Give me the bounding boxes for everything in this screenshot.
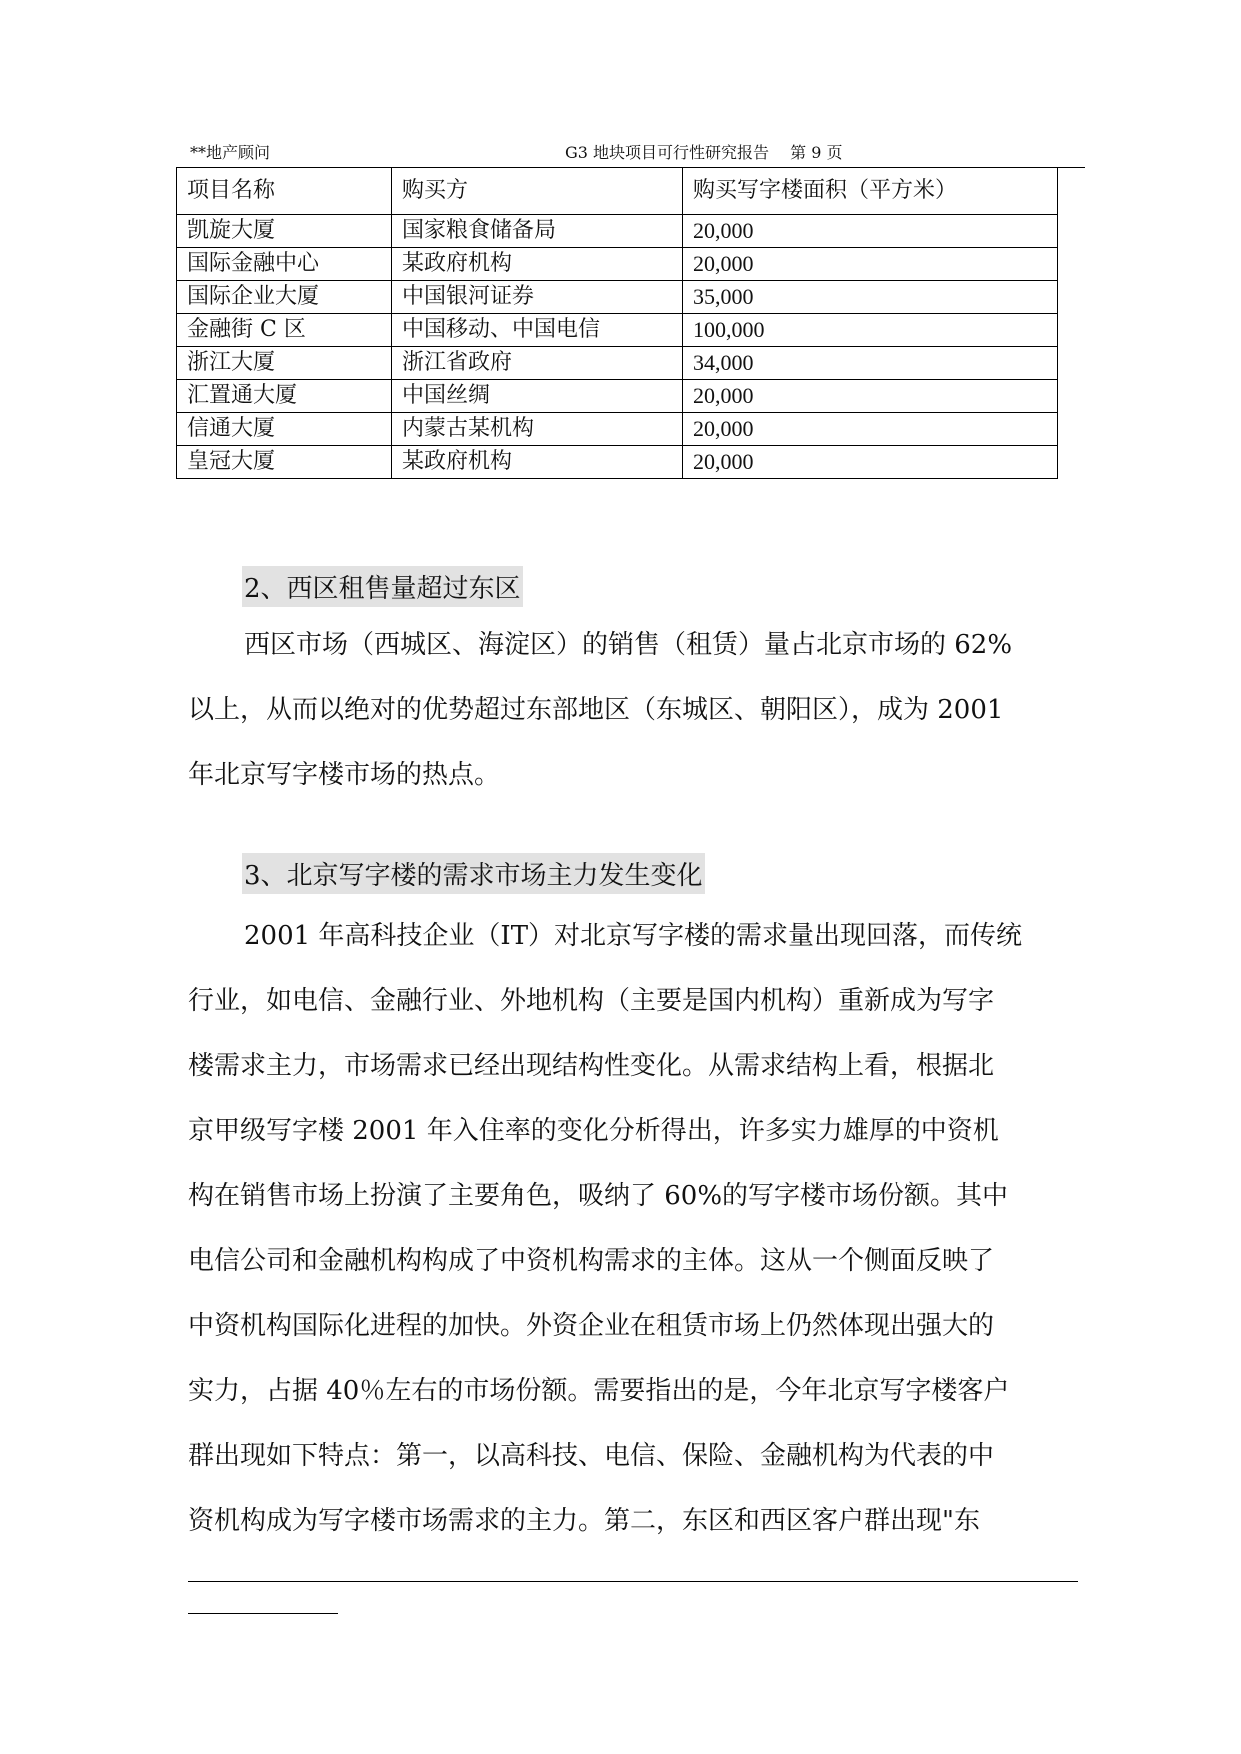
area-cell: 20,000 bbox=[683, 380, 1058, 413]
page-header bbox=[0, 140, 1241, 170]
paragraph-line: 资机构成为写字楼市场需求的主力。第二，东区和西区客户群出现"东 bbox=[188, 1506, 980, 1536]
table-row bbox=[177, 380, 1058, 413]
project-name-cell: 国际企业大厦 bbox=[177, 281, 392, 314]
project-name-cell: 浙江大厦 bbox=[177, 347, 392, 380]
project-name-cell: 信通大厦 bbox=[177, 413, 392, 446]
area-cell: 20,000 bbox=[683, 413, 1058, 446]
paragraph-line: 2001 年高科技企业（IT）对北京写字楼的需求量出现回落，而传统 bbox=[244, 921, 1023, 951]
section-heading-demand-shift: 3、北京写字楼的需求市场主力发生变化 bbox=[242, 853, 705, 894]
buyer-cell: 浙江省政府 bbox=[392, 347, 683, 380]
project-name-cell: 国际金融中心 bbox=[177, 248, 392, 281]
table-row bbox=[177, 215, 1058, 248]
table-row bbox=[177, 446, 1058, 479]
footer-dash-rule bbox=[188, 1581, 1078, 1582]
table-row bbox=[177, 347, 1058, 380]
table-header-cell: 购买写字楼面积（平方米） bbox=[683, 168, 1058, 215]
project-name-cell: 皇冠大厦 bbox=[177, 446, 392, 479]
table-row bbox=[177, 413, 1058, 446]
area-cell: 100,000 bbox=[683, 314, 1058, 347]
buyer-cell: 内蒙古某机构 bbox=[392, 413, 683, 446]
paragraph-line: 以上，从而以绝对的优势超过东部地区（东城区、朝阳区），成为 2001 bbox=[188, 695, 1004, 725]
table-row bbox=[177, 314, 1058, 347]
paragraph-line: 年北京写字楼市场的热点。 bbox=[188, 760, 501, 790]
table-row bbox=[177, 281, 1058, 314]
area-cell: 20,000 bbox=[683, 248, 1058, 281]
area-cell: 20,000 bbox=[683, 215, 1058, 248]
section-heading-west-district: 2、西区租售量超过东区 bbox=[242, 566, 523, 607]
header-report-title: G3 地块项目可行性研究报告 第 9 页 bbox=[565, 143, 843, 162]
buyer-cell: 中国移动、中国电信 bbox=[392, 314, 683, 347]
paragraph-line: 行业，如电信、金融行业、外地机构（主要是国内机构）重新成为写字 bbox=[188, 986, 995, 1016]
buyer-cell: 某政府机构 bbox=[392, 446, 683, 479]
area-cell: 20,000 bbox=[683, 446, 1058, 479]
paragraph-line: 京甲级写字楼 2001 年入住率的变化分析得出，许多实力雄厚的中资机 bbox=[188, 1116, 999, 1146]
table-header-row bbox=[177, 168, 1058, 215]
buyer-cell: 国家粮食储备局 bbox=[392, 215, 683, 248]
project-name-cell: 金融街 C 区 bbox=[177, 314, 392, 347]
paragraph-line: 楼需求主力，市场需求已经出现结构性变化。从需求结构上看，根据北 bbox=[188, 1051, 995, 1081]
area-cell: 35,000 bbox=[683, 281, 1058, 314]
header-company: **地产顾问 bbox=[190, 143, 271, 162]
table-header-cell: 项目名称 bbox=[177, 168, 392, 215]
area-cell: 34,000 bbox=[683, 347, 1058, 380]
project-name-cell: 凯旋大厦 bbox=[177, 215, 392, 248]
footer-dash-rule-short bbox=[188, 1613, 338, 1614]
buyer-cell: 中国银河证券 bbox=[392, 281, 683, 314]
paragraph-line: 中资机构国际化进程的加快。外资企业在租赁市场上仍然体现出强大的 bbox=[188, 1311, 995, 1341]
paragraph-line: 西区市场（西城区、海淀区）的销售（租赁）量占北京市场的 62% bbox=[244, 630, 1013, 660]
paragraph-line: 群出现如下特点：第一，以高科技、电信、保险、金融机构为代表的中 bbox=[188, 1441, 995, 1471]
buyer-cell: 中国丝绸 bbox=[392, 380, 683, 413]
table-row bbox=[177, 248, 1058, 281]
purchase-table bbox=[176, 167, 1058, 479]
project-name-cell: 汇置通大厦 bbox=[177, 380, 392, 413]
paragraph-line: 实力，占据 40％左右的市场份额。需要指出的是，今年北京写字楼客户 bbox=[188, 1376, 1010, 1406]
paragraph-line: 电信公司和金融机构构成了中资机构需求的主体。这从一个侧面反映了 bbox=[188, 1246, 995, 1276]
table-header-cell: 购买方 bbox=[392, 168, 683, 215]
buyer-cell: 某政府机构 bbox=[392, 248, 683, 281]
paragraph-line: 构在销售市场上扮演了主要角色，吸纳了 60%的写字楼市场份额。其中 bbox=[188, 1181, 1009, 1211]
